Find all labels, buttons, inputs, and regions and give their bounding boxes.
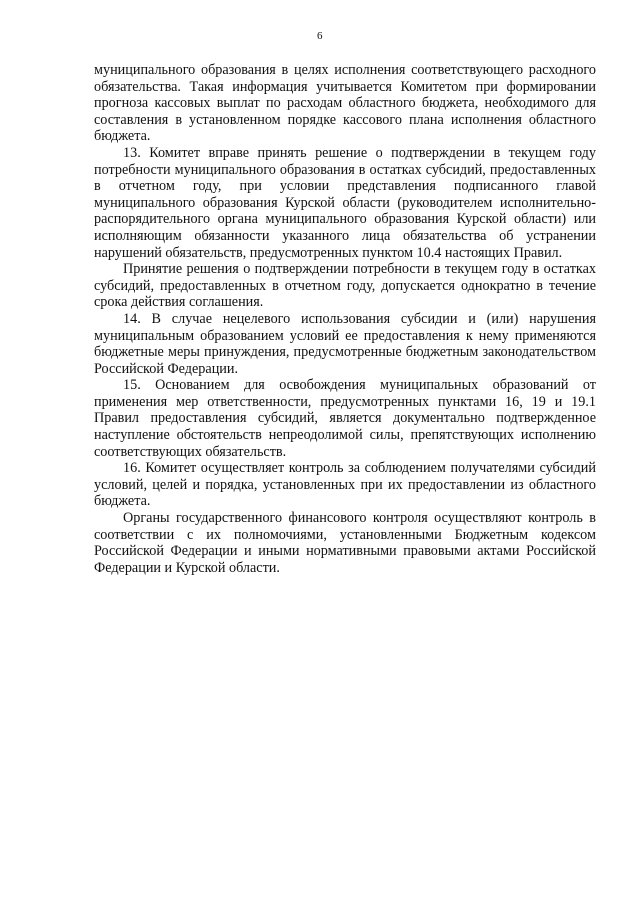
paragraph-item-13: 13. Комитет вправе принять решение о подтверждении в текущем году потребности муниципального образования в остатках субсидий, предоставленных в отчетном году, при условии представления подписанного главой муниципального образования Курской области (руководителем исполнительно-распорядительного органа муниципального образования Курской области) или исполняющим обязанности указанного лица обязательства об устранении нарушений обязательств, предусмотренных пунктом 10.4 настоящих Правил. [94,144,596,261]
document-body [94,62,596,576]
paragraph-item-15: 15. Основанием для освобождения муниципальных образований от применения мер ответственности, предусмотренных пунктами 16, 19 и 19.1 Правил предоставления субсидий, является документально подтвержденное наступление обстоятельств непреодолимой силы, препятствующих исполнению соответствующих обязательств. [94,377,596,460]
paragraph-continuation: муниципального образования в целях исполнения соответствующего расходного обязательства. Такая информация учитывается Комитетом при формировании прогноза кассовых выплат по расходам областного бюджета, необходимого для составления в установленном порядке кассового плана исполнения областного бюджета. [94,62,596,145]
paragraph-item-16: 16. Комитет осуществляет контроль за соблюдением получателями субсидий условий, целей и порядка, установленных при их предоставлении из областного бюджета. [94,460,596,510]
paragraph-decision-once: Принятие решения о подтверждении потребности в текущем году в остатках субсидий, предоставленных в отчетном году, допускается однократно в течение срока действия соглашения. [94,261,596,311]
page-number: 6 [317,30,323,42]
paragraph-financial-control: Органы государственного финансового контроля осуществляют контроль в соответствии с их полномочиями, установленными Бюджетным кодексом Российской Федерации и иными нормативными правовыми актами Российской Федерации и Курской области. [94,510,596,576]
paragraph-item-14: 14. В случае нецелевого использования субсидии и (или) нарушения муниципальным образованием условий ее предоставления к нему применяются бюджетные меры принуждения, предусмотренные бюджетным законодательством Российской Федерации. [94,310,596,377]
